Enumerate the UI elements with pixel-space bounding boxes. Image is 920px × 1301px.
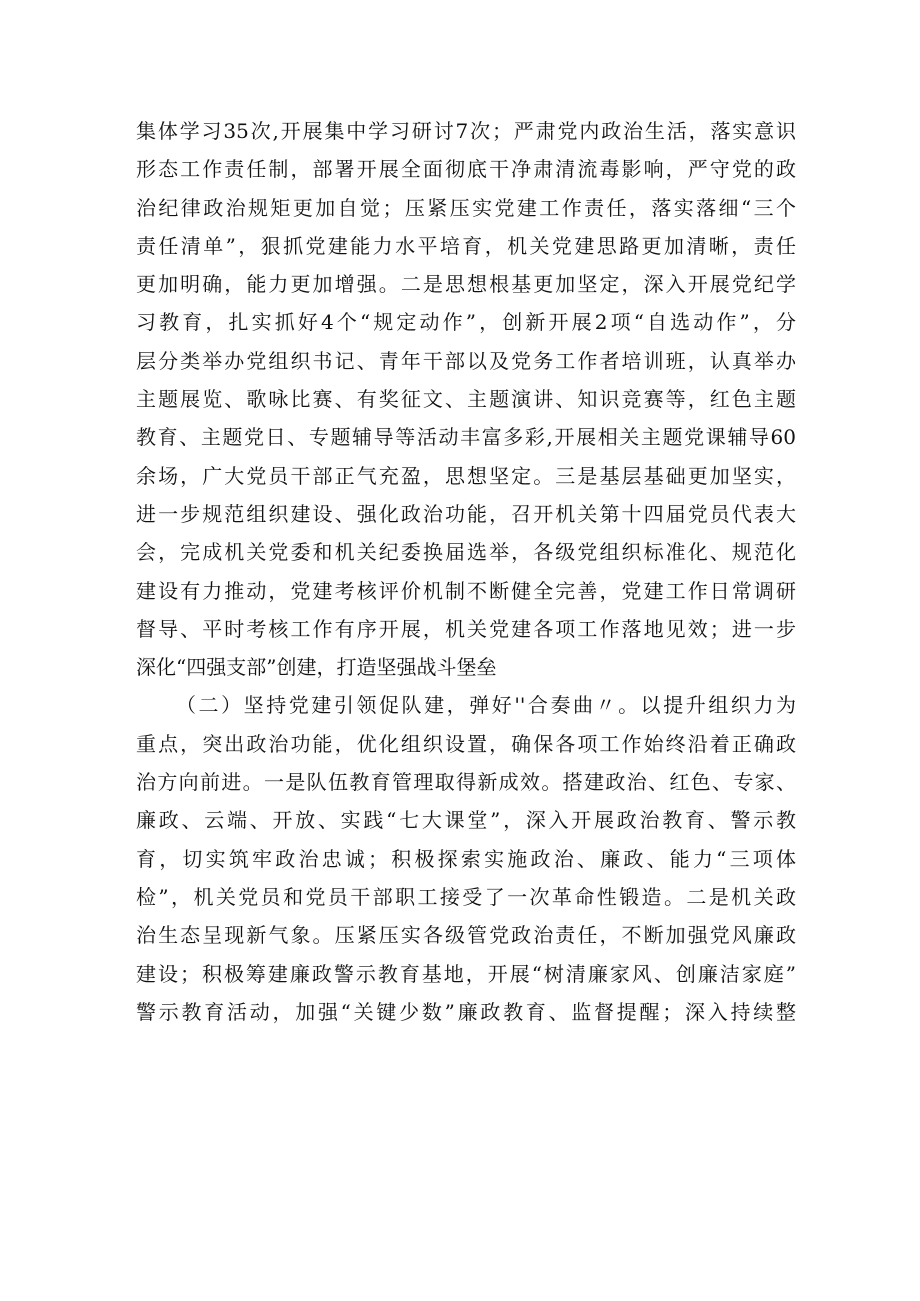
text-line: 进一步规范组织建设、强化政治功能，召开机关第十四届党员代表大: [136, 501, 796, 526]
text-line: 建设；积极筹建廉政警示教育基地，开展“树清廉家风、创廉洁家庭”: [136, 961, 796, 986]
text-line: 集体学习35次,开展集中学习研讨7次；严肃党内政治生活，落实意识: [136, 119, 796, 143]
text-line: 会，完成机关党委和机关纪委换届选举，各级党组织标准化、规范化: [136, 540, 796, 565]
text-line: 深化“四强支部”创建，打造坚强战斗堡垒: [136, 655, 497, 680]
text-line: 余场，广大党员干部正气充盈，思想坚定。三是基层基础更加坚实，: [136, 463, 796, 488]
text-line: 主题展览、歌咏比赛、有奖征文、主题演讲、知识竞赛等，红色主题: [136, 387, 796, 412]
text-line: 层分类举办党组织书记、青年干部以及党务工作者培训班，认真举办: [136, 348, 796, 373]
text-line: 习教育，扎实抓好4个“规定动作”，创新开展2项“自选动作”，分: [136, 310, 796, 335]
text-line: 治方向前进。一是队伍教育管理取得新成效。搭建政治、红色、专家、: [136, 770, 796, 795]
text-line: 更加明确，能力更加增强。二是思想根基更加坚定，深入开展党纪学: [136, 272, 796, 297]
text-line: 治纪律政治规矩更加自觉；压紧压实党建工作责任，落实落细“三个: [136, 195, 796, 220]
text-line: 责任清单”，狠抓党建能力水平培育，机关党建思路更加清晰，责任: [136, 233, 796, 258]
section-heading-line: （二）坚持党建引领促队建，弹好''合奏曲〃。以提升组织力为: [176, 693, 796, 718]
text-line: 警示教育活动，加强“关键少数”廉政教育、监督提醒；深入持续整: [136, 999, 796, 1024]
body-text: [136, 112, 796, 1031]
text-line: 教育、主题党日、专题辅导等活动丰富多彩,开展相关主题党课辅导60: [136, 425, 796, 450]
text-line: 检”，机关党员和党员干部职工接受了一次革命性锻造。二是机关政: [136, 884, 796, 909]
text-line: 建设有力推动，党建考核评价机制不断健全完善，党建工作日常调研: [136, 578, 796, 603]
text-line: 督导、平时考核工作有序开展，机关党建各项工作落地见效；进一步: [136, 616, 796, 641]
text-line: 形态工作责任制，部署开展全面彻底干净肃清流毒影响，严守党的政: [136, 157, 796, 182]
text-line: 廉政、云端、开放、实践“七大课堂”，深入开展政治教育、警示教: [136, 808, 796, 833]
text-line: 治生态呈现新气象。压紧压实各级管党政治责任，不断加强党风廉政: [136, 923, 796, 948]
text-line: 重点，突出政治功能，优化组织设置，确保各项工作始终沿着正确政: [136, 731, 796, 756]
text-line: 育，切实筑牢政治忠诚；积极探索实施政治、廉政、能力“三项体: [136, 846, 796, 871]
